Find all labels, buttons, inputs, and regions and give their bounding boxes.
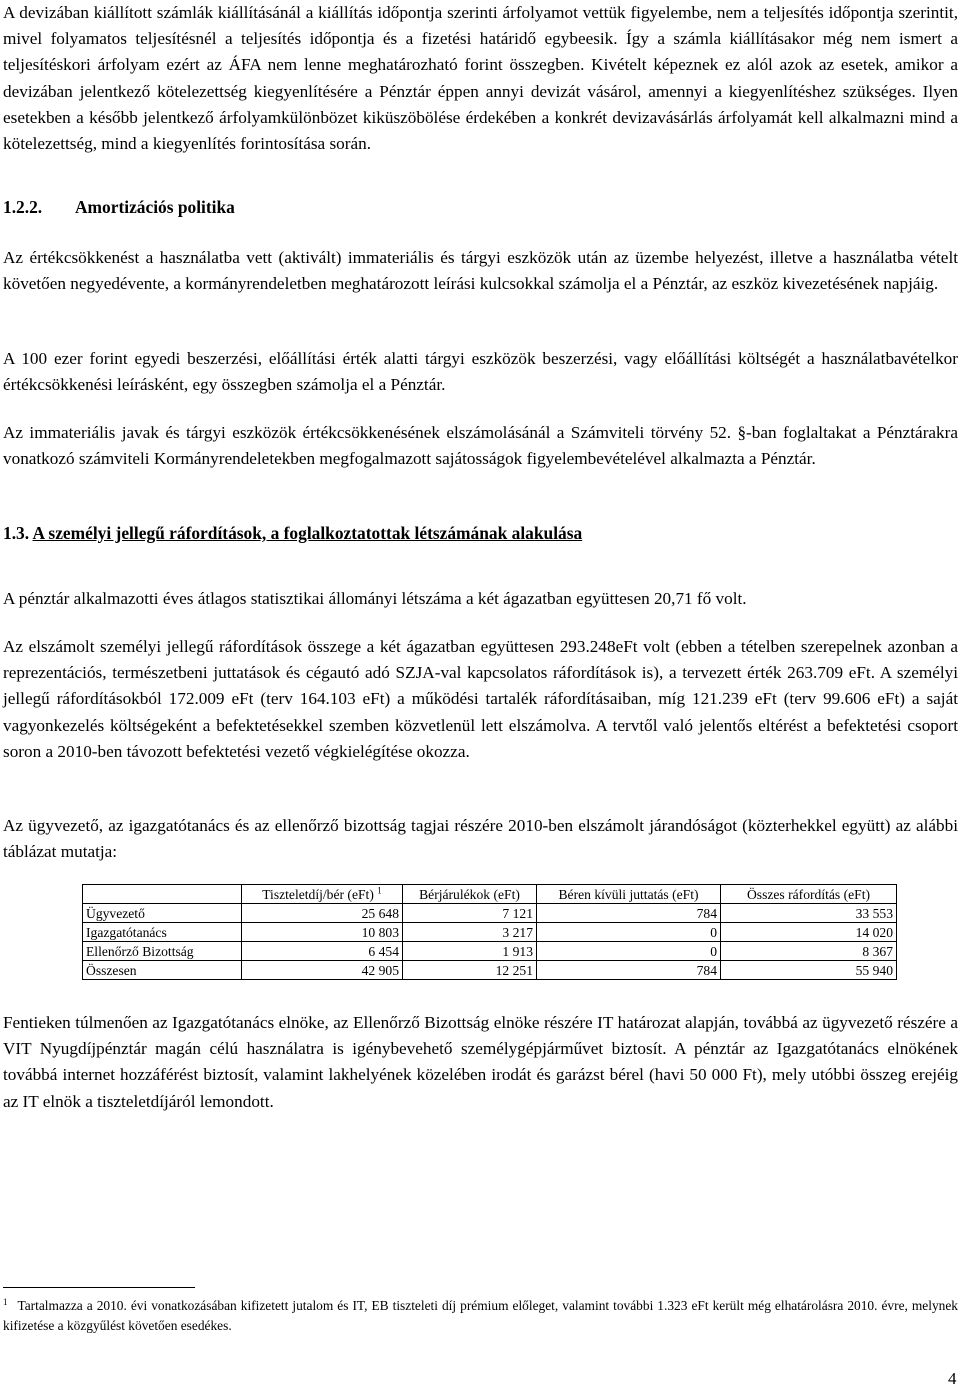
table-cell: 784 <box>537 904 721 923</box>
compensation-table <box>82 884 897 980</box>
footnote-mark: 1 <box>377 884 382 895</box>
table-header-cell: Bérjárulékok (eFt) <box>403 885 537 904</box>
table-cell: 12 251 <box>403 961 537 980</box>
section-heading-1-3 <box>3 523 582 544</box>
table-cell: 14 020 <box>721 923 897 942</box>
table-cell: 7 121 <box>403 904 537 923</box>
page-number: 4 <box>948 1369 957 1388</box>
table-row <box>83 923 897 942</box>
table-header-row <box>83 885 897 904</box>
table-cell: 0 <box>537 923 721 942</box>
footnote-separator <box>3 1287 195 1288</box>
table-cell: 33 553 <box>721 904 897 923</box>
table-cell: 1 913 <box>403 942 537 961</box>
table-header-cell: Tiszteletdíj/bér (eFt) $^1$ <box>242 885 403 904</box>
table-cell: 42 905 <box>242 961 403 980</box>
table-row <box>83 904 897 923</box>
table-cell: 784 <box>537 961 721 980</box>
paragraph-currency: A devizában kiállított számlák kiállításánál a kiállítás időpontja szerinti árfolyamot vettük figyelembe, nem a teljesítés időpontja szerintit, mivel folyamatos teljesítésnél a teljesítés időpontja és a fizetési határidő egybeesik. Így a számla kiállításakor még nem ismert a teljesítéskori árfolyam ezért az ÁFA nem lenne meghatározható forint összegben. Kivételt képeznek ez alól azok az esetek, amikor a devizában jelentkező kötelezettség kiegyenlítésére a Pénztár éppen annyi devizát vásárol, amennyi a kiegyenlítéshez szükséges. Ilyen esetekben a később jelentkező árfolyamkülönbözet kiküszöbölése érdekében a konkrét devizavásárlás árfolyamát kell alkalmazni mind a kötelezettség, mind a kiegyenlítés forintosítása során. <box>3 3 958 154</box>
table-header-cell: Összes ráfordítás (eFt) <box>721 885 897 904</box>
table-cell: 55 940 <box>721 961 897 980</box>
footnote-text: Tartalmazza a 2010. évi vonatkozásában kifizetett jutalom és IT, EB tiszteleti díj prémium előleget, valamint további 1.323 eFt került még elhatárolásra 2010. évre, melynek kifizetése a közgyűlést követően esedékes. <box>3 1298 958 1333</box>
footnote <box>3 1296 958 1336</box>
table-cell: 25 648 <box>242 904 403 923</box>
paragraph-amortization-1: Az értékcsökkenést a használatba vett (aktivált) immateriális és tárgyi eszközök után az üzembe helyezést, illetve a használatba vételt követően negyedévente, a kormányrendeletben meghatározott leírási kulcsokkal számolja el a Pénztár, az eszköz kivezetésének napjáig. <box>3 248 958 294</box>
paragraph-staff-2: Az elszámolt személyi jellegű ráfordítások összege a két ágazatban együttesen 293.248eFt volt (ebben a tételben szerepelnek azonban a reprezentációs, természetbeni juttatások és cégautó adó SZJA-val kapcsolatos ráfordítások is), a tervezett érték 263.709 eFt. A személyi jellegű ráfordításokból 172.009 eFt (terv 164.103 eFt) a működési tartalék ráfordításaiban, míg 121.239 eFt (terv 99.606 eFt) a saját vagyonkezelés költségeként a befektetésekkel szemben közvetlenül lett elszámolva. A tervtől való jelentős eltérést a befektetési csoport soron a 2010-ben távozott befektetési vezető végkielégítése okozza. <box>3 637 958 761</box>
table-cell-label: Ellenőrző Bizottság <box>83 942 242 961</box>
section-heading-1-2-2 <box>3 197 235 218</box>
table-header-cell: Béren kívüli juttatás (eFt) <box>537 885 721 904</box>
paragraph-after-table: Fentieken túlmenően az Igazgatótanács elnöke, az Ellenőrző Bizottság elnöke részére IT határozat alapján, továbbá az ügyvezető részére a VIT Nyugdíjpénztár magán célú használatra is igénybevehető személygépjárművet biztosít. A pénztár az Igazgatótanács elnökének továbbá internet hozzáférést biztosít, valamint lakhelyének közelében irodát és garázst bérel (havi 50 000 Ft), mely utóbbi összeg erejéig az IT elnök a tiszteletdíjáról lemondott. <box>3 1013 958 1111</box>
table-cell-label: Összesen <box>83 961 242 980</box>
table-cell: 10 803 <box>242 923 403 942</box>
table-row <box>83 942 897 961</box>
section-number: 1.2.2. <box>3 197 43 217</box>
table-cell: 3 217 <box>403 923 537 942</box>
paragraph-staff-3: Az ügyvezető, az igazgatótanács és az ellenőrző bizottság tagjai részére 2010-ben elszámolt járandóságot (közterhekkel együtt) az alábbi táblázat mutatja: <box>3 816 958 862</box>
footnote-mark: 1 <box>3 1296 8 1307</box>
table-cell: 8 367 <box>721 942 897 961</box>
table-row-total <box>83 961 897 980</box>
section-title: A személyi jellegű ráfordítások, a foglalkoztatottak létszámának alakulása <box>32 523 583 543</box>
paragraph-staff-1: A pénztár alkalmazotti éves átlagos statisztikai állományi létszáma a két ágazatban együttesen 20,71 fő volt. <box>3 589 747 608</box>
table-cell: 6 454 <box>242 942 403 961</box>
table-header-cell <box>83 885 242 904</box>
paragraph-amortization-3: Az immateriális javak és tárgyi eszközök értékcsökkenésének elszámolásánál a Számviteli törvény 52. §-ban foglaltakat a Pénztárakra vonatkozó számviteli Kormányrendeletekben megfogalmazott sajátosságok figyelembevételével alkalmazta a Pénztár. <box>3 423 958 469</box>
section-title: Amortizációs politika <box>75 197 235 217</box>
table-cell: 0 <box>537 942 721 961</box>
paragraph-amortization-2: A 100 ezer forint egyedi beszerzési, előállítási érték alatti tárgyi eszközök beszerzési, vagy előállítási költségét a használatbavételkor értékcsökkenési leírásként, egy összegben számolja el a Pénztár. <box>3 349 958 395</box>
table-cell-label: Ügyvezető <box>83 904 242 923</box>
section-number: 1.3. <box>3 523 30 543</box>
table-cell-label: Igazgatótanács <box>83 923 242 942</box>
